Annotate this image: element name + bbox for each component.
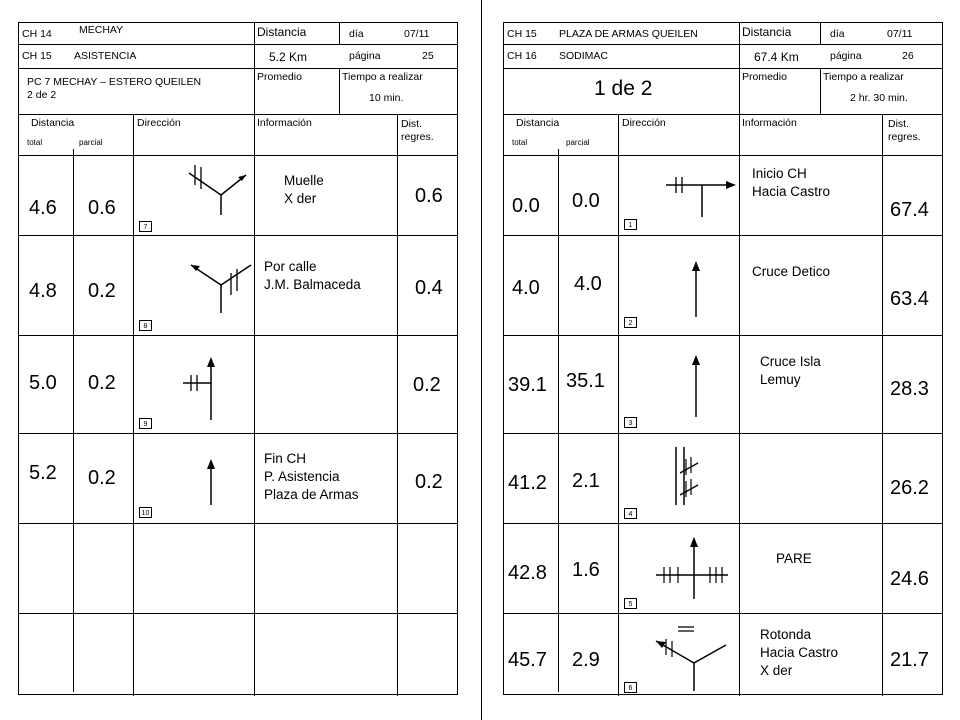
col-informacion: Información (257, 117, 312, 129)
ch-from-name: MECHAY (79, 24, 124, 36)
info-6: Rotonda Hacia Castro X der (760, 627, 839, 678)
step-number-badge-9: 9 (139, 418, 152, 429)
ch-to-name: SODIMAC (559, 50, 609, 62)
step-number-badge-4: 4 (624, 508, 637, 519)
regres-9: 0.2 (413, 374, 441, 396)
total-1: 0.0 (512, 195, 540, 217)
col-parcial: parcial (566, 138, 590, 147)
parcial-4: 2.1 (572, 470, 600, 492)
tiempo-value: 2 hr. 30 min. (850, 92, 908, 104)
step-number-badge-1: 1 (624, 219, 637, 230)
regres-6: 21.7 (890, 649, 929, 671)
straight-crossing-icon (151, 335, 271, 433)
straight-arrow-icon (636, 235, 756, 335)
total-10: 5.2 (29, 462, 57, 484)
step-number-badge-3: 3 (624, 417, 637, 428)
parcial-10: 0.2 (88, 467, 116, 489)
promedio-label: Promedio (742, 71, 787, 83)
pc-title: PC 7 MECHAY – ESTERO QUEILEN (27, 76, 202, 88)
parcial-8: 0.2 (88, 280, 116, 302)
info-7: Muelle X der (284, 173, 324, 206)
col-distancia: Distancia (516, 117, 560, 129)
total-5: 42.8 (508, 562, 547, 584)
distancia-label: Distancia (257, 25, 307, 39)
stop-crossing-icon (636, 523, 756, 613)
total-6: 45.7 (508, 649, 547, 671)
parcial-5: 1.6 (572, 559, 600, 581)
fork-right-icon (151, 155, 271, 235)
start-right-arrow-icon (636, 155, 756, 235)
total-7: 4.6 (29, 197, 57, 219)
promedio-label: Promedio (257, 71, 302, 83)
col-dist-regres: Dist. regres. (401, 118, 434, 143)
regres-5: 24.6 (890, 568, 929, 590)
ch-from-label: CH 15 (507, 28, 537, 40)
info-10: Fin CH P. Asistencia Plaza de Armas (264, 451, 359, 502)
step-number-badge-5: 5 (624, 598, 637, 609)
step-number-badge-7: 7 (139, 221, 152, 232)
left-roadbook-sheet (18, 22, 458, 695)
pagina-value: 25 (422, 50, 434, 62)
info-5: PARE (776, 551, 812, 566)
col-parcial: parcial (79, 138, 103, 147)
total-8: 4.8 (29, 280, 57, 302)
roundabout-fork-icon (636, 613, 756, 693)
distancia-value: 67.4 Km (754, 50, 799, 64)
ch-from-name: PLAZA DE ARMAS QUEILEN (559, 28, 698, 40)
parcial-9: 0.2 (88, 372, 116, 394)
total-9: 5.0 (29, 372, 57, 394)
pc-subtitle: 2 de 2 (27, 89, 57, 101)
parcial-2: 4.0 (574, 273, 602, 295)
tiempo-value: 10 min. (369, 92, 404, 104)
right-roadbook-sheet (503, 22, 943, 695)
ch-from-label: CH 14 (22, 28, 52, 40)
total-4: 41.2 (508, 472, 547, 494)
page-of: 1 de 2 (594, 77, 653, 100)
tiempo-label: Tiempo a realizar (823, 71, 904, 83)
info-2: Cruce Detico (752, 264, 831, 279)
parcial-6: 2.9 (572, 649, 600, 671)
parcial-1: 0.0 (572, 190, 600, 212)
regres-4: 26.2 (890, 477, 929, 499)
regres-3: 28.3 (890, 378, 929, 400)
pagina-label: página (830, 50, 862, 62)
col-informacion: Información (742, 117, 797, 129)
dia-value: 07/11 (404, 28, 430, 40)
bridge-straight-icon (636, 433, 756, 523)
col-distancia: Distancia (31, 117, 75, 129)
total-3: 39.1 (508, 374, 547, 396)
col-direccion: Dirección (137, 117, 181, 129)
ch-to-label: CH 15 (22, 50, 52, 62)
dia-label: día (349, 28, 364, 40)
info-8: Por calle J.M. Balmaceda (264, 259, 361, 292)
total-2: 4.0 (512, 277, 540, 299)
info-3: Cruce Isla Lemuy (760, 354, 821, 387)
col-total: total (27, 138, 43, 147)
tiempo-label: Tiempo a realizar (342, 71, 423, 83)
fork-left-icon (151, 235, 271, 335)
col-direccion: Dirección (622, 117, 666, 129)
parcial-3: 35.1 (566, 370, 605, 392)
page-divider (481, 0, 482, 720)
regres-1: 67.4 (890, 199, 929, 221)
dia-value: 07/11 (887, 28, 913, 40)
regres-7: 0.6 (415, 185, 443, 207)
regres-8: 0.4 (415, 277, 443, 299)
pagina-value: 26 (902, 50, 914, 62)
step-number-badge-8: 8 (139, 320, 152, 331)
pagina-label: página (349, 50, 381, 62)
parcial-7: 0.6 (88, 197, 116, 219)
ch-to-label: CH 16 (507, 50, 537, 62)
step-number-badge-10: 10 (139, 507, 152, 518)
col-dist-regres: Dist. regres. (888, 118, 921, 143)
distancia-label: Distancia (742, 25, 792, 39)
straight-arrow-icon (636, 335, 756, 433)
distancia-value: 5.2 Km (269, 50, 308, 64)
ch-to-name: ASISTENCIA (74, 50, 137, 62)
step-number-badge-2: 2 (624, 317, 637, 328)
col-total: total (512, 138, 528, 147)
dia-label: día (830, 28, 845, 40)
step-number-badge-6: 6 (624, 682, 637, 693)
regres-10: 0.2 (415, 471, 443, 493)
info-1: Inicio CH Hacia Castro (752, 166, 831, 199)
regres-2: 63.4 (890, 288, 929, 310)
straight-arrow-icon (151, 433, 271, 523)
